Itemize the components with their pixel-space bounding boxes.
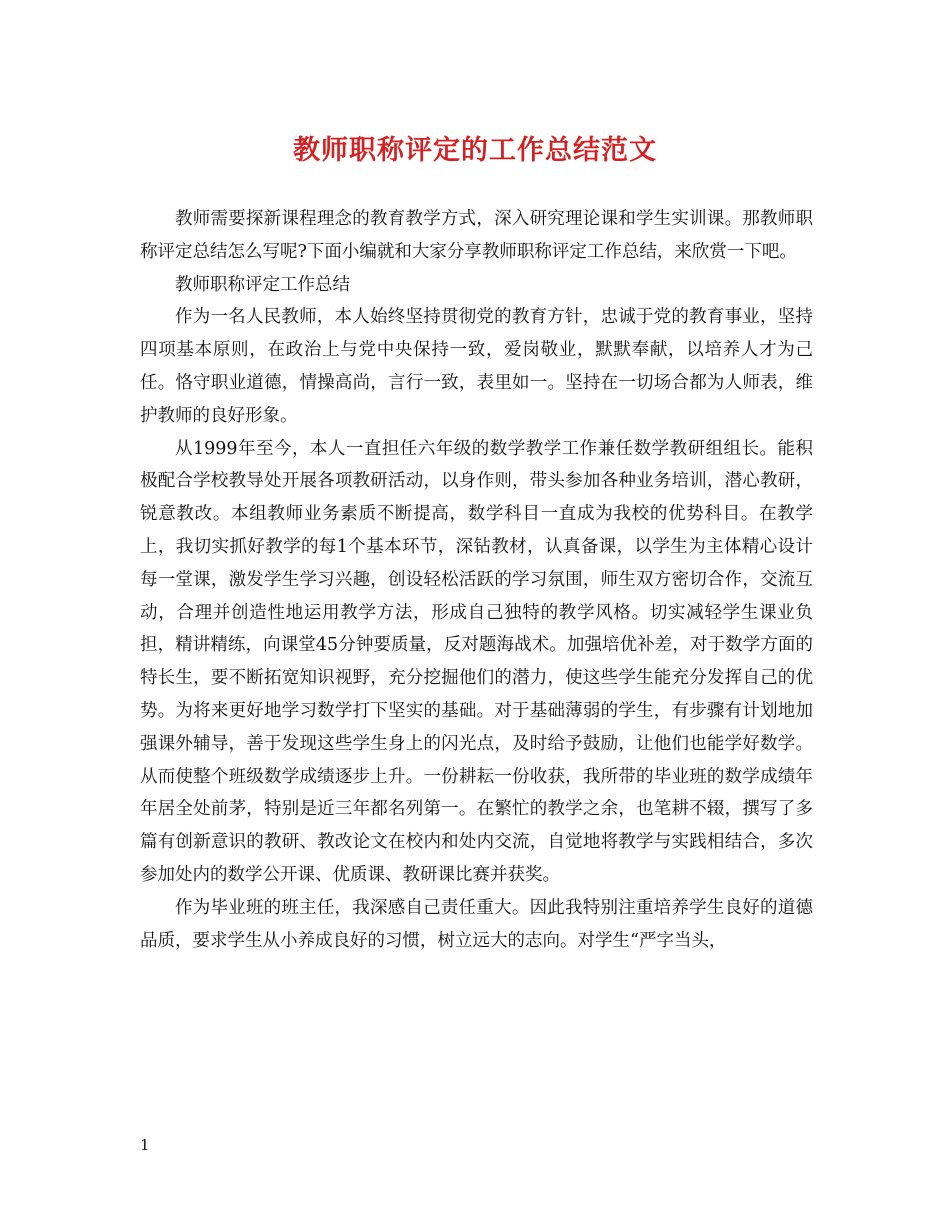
- page-number: 1: [140, 1136, 150, 1154]
- document-title: 教师职称评定的工作总结范文: [293, 135, 657, 166]
- section-heading: 教师职称评定工作总结: [175, 274, 350, 295]
- intro-paragraph: 教师需要探新课程理念的教育教学方式，深入研究理论课和学生实训课。那教师职称评定总结怎么写呢?下面小编就和大家分享教师职称评定工作总结，来欣赏一下吧。: [140, 209, 813, 262]
- document-body: [140, 203, 813, 957]
- body-paragraph: 作为一名人民教师，本人始终坚持贯彻党的教育方针，忠诚于党的教育事业，坚持四项基本原则，在政治上与党中央保持一致，爱岗敬业，默默奉献，以培养人才为己任。恪守职业道德，情操高尚，言行一致，表里如一。坚持在一切场合都为人师表，维护教师的良好形象。: [140, 307, 813, 426]
- body-paragraph: 作为毕业班的班主任，我深感自己责任重大。因此我特别注重培养学生良好的道德品质，要求学生从小养成良好的习惯，树立远大的志向。对学生“严字当头，: [140, 897, 813, 951]
- body-paragraph: 从1999年至今，本人一直担任六年级的数学教学工作兼任数学教研组组长。能积极配合学校教导处开展各项教研活动，以身作则，带头参加各种业务培训，潜心教研，锐意教改。本组教师业务素质不断提高，数学科目一直成为我校的优势科目。在教学上，我切实抓好教学的每1个基本环节，深钻教材，认真备课，以学生为主体精心设计每一堂课，激发学生学习兴趣，创设轻松活跃的学习氛围，师生双方密切合作，交流互动，合理并创造性地运用教学方法，形成自己独特的教学风格。切实减轻学生课业负担，精讲精练，向课堂45分钟要质量，反对题海战术。加强培优补差，对于数学方面的特长生，要不断拓宽知识视野，充分挖掘他们的潜力，使这些学生能充分发挥自己的优势。为将来更好地学习数学打下坚实的基础。对于基础薄弱的学生，有步骤有计划地加强课外辅导，善于发现这些学生身上的闪光点，及时给予鼓励，让他们也能学好数学。从而使整个班级数学成绩逐步上升。一份耕耘一份收获，我所带的毕业班的数学成绩年年居全处前茅，特别是近三年都名列第一。在繁忙的教学之余，也笔耕不辍，撰写了多篇有创新意识的教研、教改论文在校内和处内交流，自觉地将教学与实践相结合，多次参加处内的数学公开课、优质课、教研课比赛并获奖。: [140, 438, 813, 885]
